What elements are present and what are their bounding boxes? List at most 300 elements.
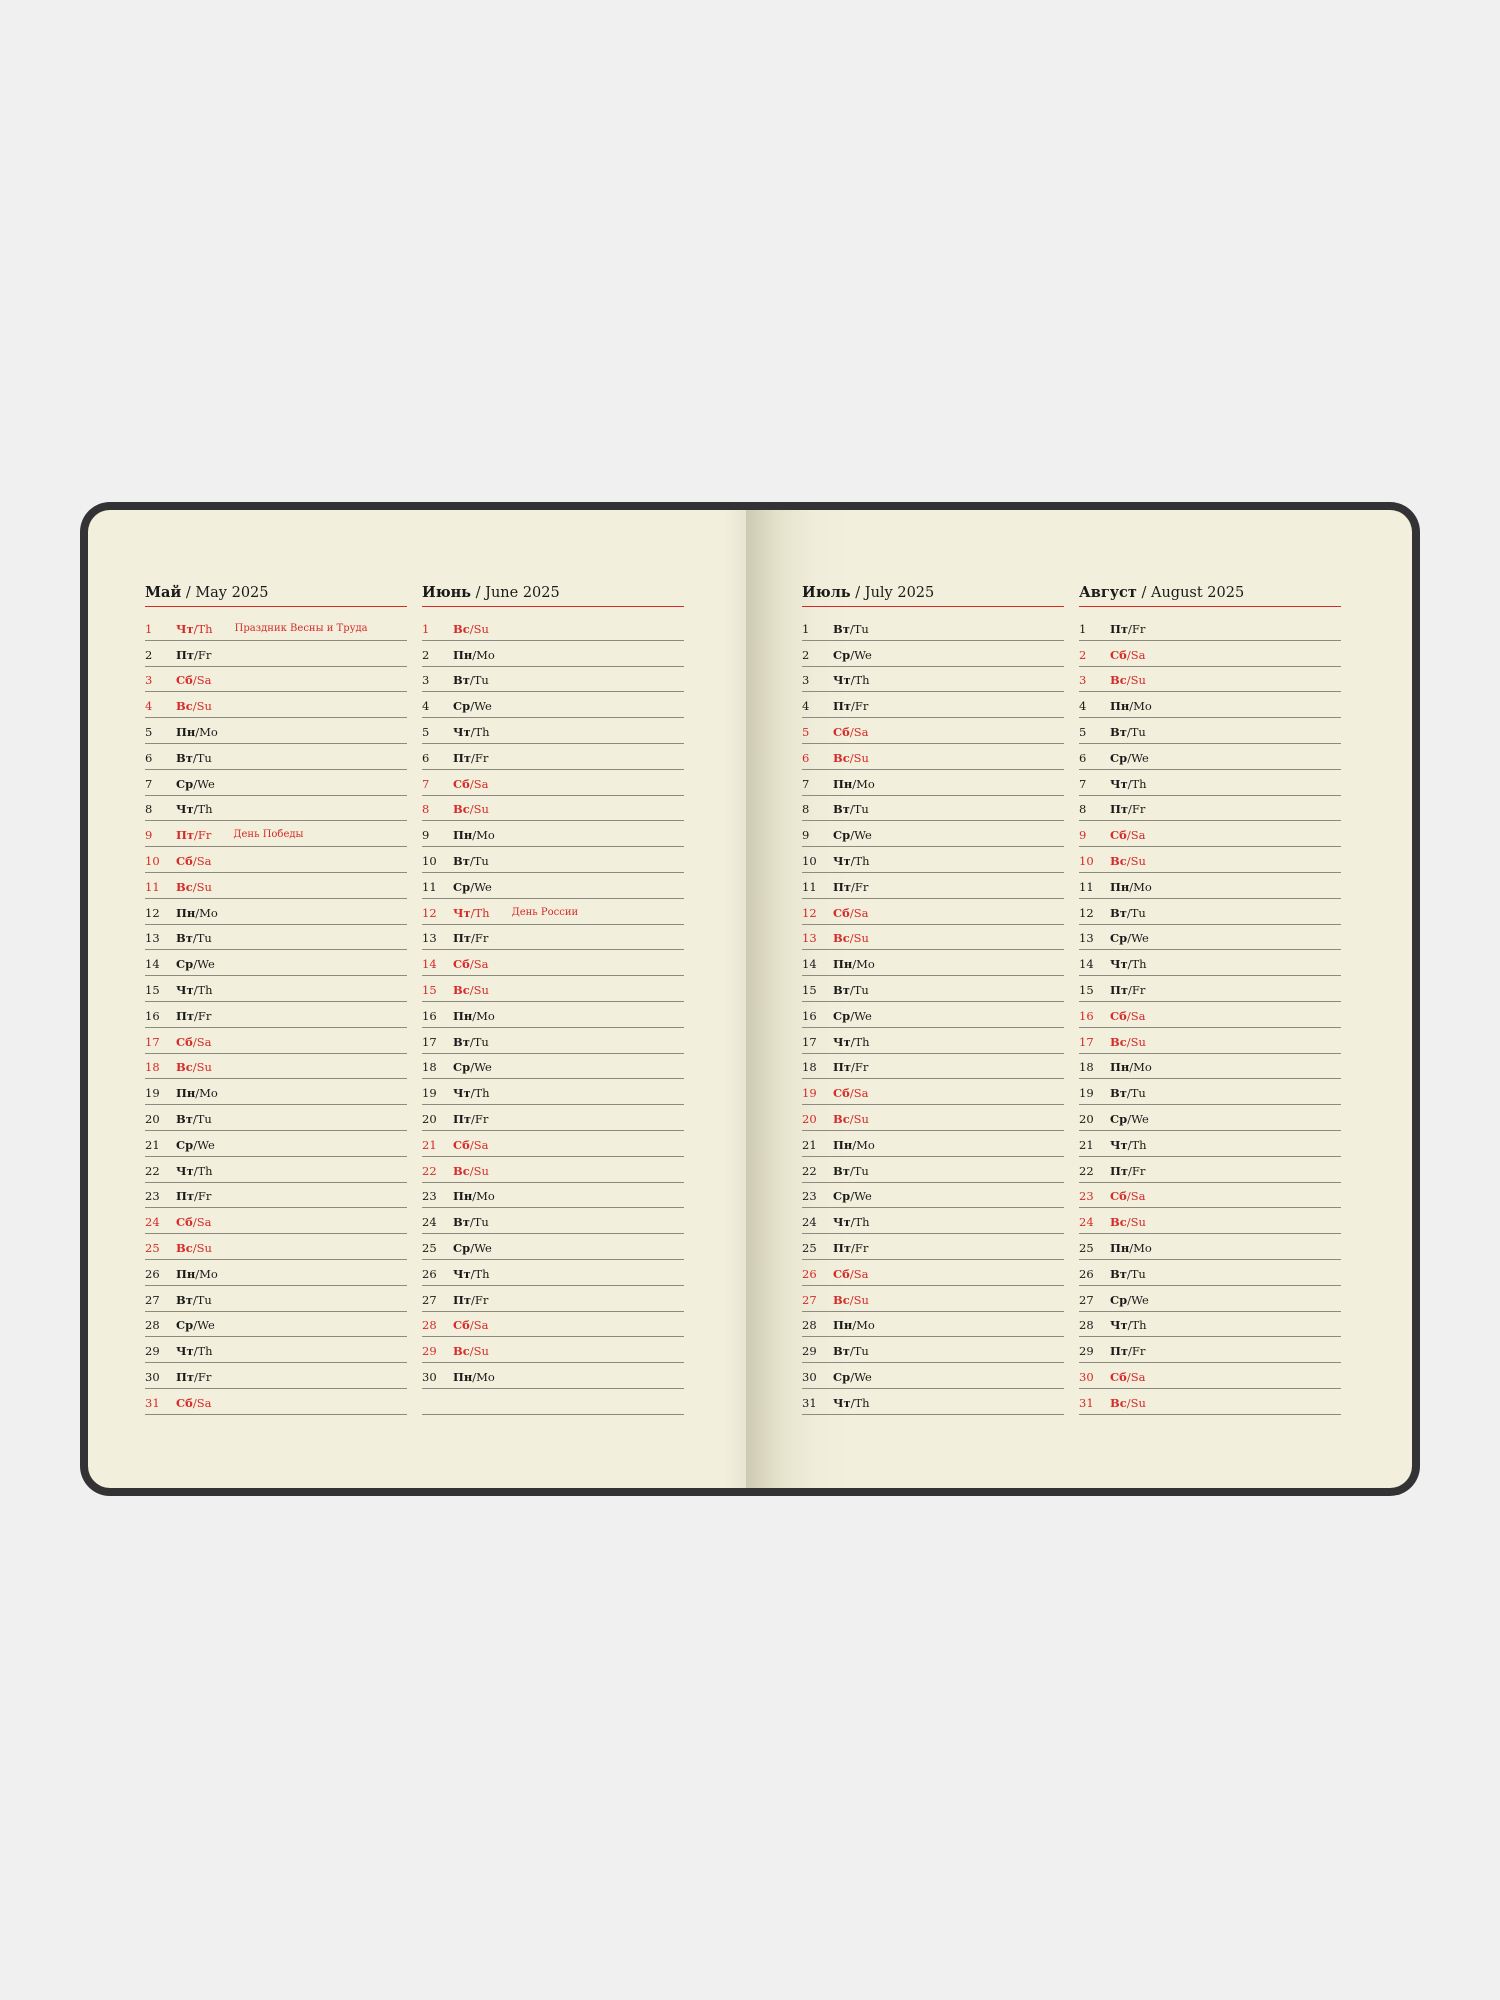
weekday-en: Mo xyxy=(476,647,495,662)
weekday-ru: Ср xyxy=(833,647,851,662)
day-number: 7 xyxy=(1079,776,1087,791)
month-name-ru: Июль xyxy=(802,584,851,601)
weekday-slash: / xyxy=(192,931,197,946)
weekday-slash: / xyxy=(849,1292,854,1307)
weekday-slash: / xyxy=(192,673,197,688)
day-number: 11 xyxy=(1079,879,1094,894)
weekday-ru: Сб xyxy=(1110,1369,1127,1384)
day-number: 24 xyxy=(145,1215,160,1230)
weekday-en: Mo xyxy=(1133,1060,1152,1075)
weekday-ru: Сб xyxy=(833,905,850,920)
day-number: 17 xyxy=(145,1034,160,1049)
holiday-label: День Победы xyxy=(233,829,304,841)
weekday-ru: Чт xyxy=(1110,776,1128,791)
month-name-ru: Май xyxy=(145,584,182,601)
day-row xyxy=(1079,615,1341,641)
weekday-ru: Сб xyxy=(1110,828,1127,843)
weekday-en: Su xyxy=(473,982,489,997)
day-number: 7 xyxy=(802,776,810,791)
weekday-slash: / xyxy=(192,879,197,894)
weekday-slash: / xyxy=(1126,1189,1131,1204)
day-row xyxy=(145,692,407,718)
weekday-en: Tu xyxy=(196,750,212,765)
day-number: 22 xyxy=(1079,1163,1094,1178)
weekday-en: Fr xyxy=(474,1111,489,1126)
weekday-slash: / xyxy=(192,1111,197,1126)
weekday-slash: / xyxy=(1129,879,1134,894)
weekday-en: Sa xyxy=(1130,1189,1146,1204)
weekday-ru: Чт xyxy=(176,802,194,817)
weekday-ru: Вт xyxy=(1110,905,1127,920)
weekday-ru: Ср xyxy=(1110,931,1128,946)
weekday-en: Sa xyxy=(196,1395,212,1410)
day-row xyxy=(422,615,684,641)
weekday-en: Tu xyxy=(1130,724,1146,739)
day-number: 9 xyxy=(422,828,430,843)
weekday-en: We xyxy=(1131,1292,1149,1307)
day-row xyxy=(802,925,1064,951)
weekday-slash: / xyxy=(469,621,474,636)
weekday-en: Mo xyxy=(856,957,875,972)
day-row xyxy=(1079,796,1341,822)
weekday-slash: / xyxy=(193,1137,198,1152)
day-number: 29 xyxy=(1079,1344,1094,1359)
day-number: 14 xyxy=(1079,957,1094,972)
weekday-en: Th xyxy=(197,621,213,636)
weekday-slash: / xyxy=(470,1060,475,1075)
weekday-slash: / xyxy=(1126,905,1131,920)
weekday-ru: Пт xyxy=(453,750,471,765)
day-number: 5 xyxy=(1079,724,1087,739)
weekday-ru: Вт xyxy=(453,673,470,688)
weekday-en: We xyxy=(197,776,215,791)
weekday-slash: / xyxy=(472,647,477,662)
weekday-ru: Чт xyxy=(453,1266,471,1281)
day-row xyxy=(422,770,684,796)
weekday-en: Tu xyxy=(196,1111,212,1126)
weekday-ru: Сб xyxy=(176,1395,193,1410)
weekday-slash: / xyxy=(851,879,855,894)
day-number: 26 xyxy=(802,1266,817,1281)
weekday-slash: / xyxy=(192,750,197,765)
weekday-en: Tu xyxy=(853,1344,869,1359)
day-row xyxy=(422,1363,684,1389)
day-number: 30 xyxy=(422,1369,437,1384)
weekday-ru: Пт xyxy=(833,1240,851,1255)
weekday-ru: Чт xyxy=(453,905,471,920)
day-number: 18 xyxy=(422,1060,437,1075)
weekday-slash: / xyxy=(851,699,855,714)
weekday-en: Th xyxy=(197,1344,213,1359)
weekday-slash: / xyxy=(850,647,855,662)
weekday-slash: / xyxy=(472,1189,477,1204)
weekday-slash: / xyxy=(1127,1318,1132,1333)
day-number: 21 xyxy=(145,1137,160,1152)
weekday-slash: / xyxy=(469,1137,474,1152)
day-row xyxy=(802,1260,1064,1286)
day-row xyxy=(422,847,684,873)
day-row xyxy=(145,899,407,925)
day-row xyxy=(1079,667,1341,693)
weekday-ru: Вт xyxy=(1110,1086,1127,1101)
day-row xyxy=(145,1054,407,1080)
weekday-slash: / xyxy=(470,1240,475,1255)
weekday-slash: / xyxy=(1126,724,1131,739)
weekday-slash: / xyxy=(850,1189,855,1204)
weekday-en: Fr xyxy=(854,1240,869,1255)
weekday-en: Su xyxy=(1130,853,1146,868)
day-number: 19 xyxy=(145,1086,160,1101)
day-row xyxy=(1079,770,1341,796)
weekday-en: Fr xyxy=(854,699,869,714)
weekday-slash: / xyxy=(192,1292,197,1307)
weekday-slash: / xyxy=(471,1111,475,1126)
weekday-slash: / xyxy=(1127,931,1132,946)
day-row xyxy=(422,692,684,718)
weekday-en: Su xyxy=(473,1344,489,1359)
day-number: 5 xyxy=(802,724,810,739)
day-number: 8 xyxy=(422,802,430,817)
weekday-slash: / xyxy=(1129,699,1134,714)
weekday-en: Sa xyxy=(473,1318,489,1333)
weekday-en: Tu xyxy=(853,1163,869,1178)
weekday-en: Su xyxy=(196,1060,212,1075)
weekday-en: Mo xyxy=(476,828,495,843)
weekday-en: Tu xyxy=(473,853,489,868)
weekday-en: Sa xyxy=(473,1137,489,1152)
day-row xyxy=(802,692,1064,718)
day-row xyxy=(1079,718,1341,744)
day-row xyxy=(1079,1260,1341,1286)
weekday-ru: Пт xyxy=(453,1111,471,1126)
weekday-slash: / xyxy=(850,1395,855,1410)
day-row xyxy=(422,873,684,899)
weekday-slash: / xyxy=(1128,982,1132,997)
day-row xyxy=(802,847,1064,873)
day-number: 9 xyxy=(802,828,810,843)
weekday-ru: Пт xyxy=(833,699,851,714)
weekday-slash: / xyxy=(1128,1163,1132,1178)
day-number: 10 xyxy=(145,853,160,868)
weekday-en: Fr xyxy=(854,879,869,894)
weekday-slash: / xyxy=(849,1266,854,1281)
day-row xyxy=(422,1028,684,1054)
day-row xyxy=(422,1389,684,1415)
day-number: 16 xyxy=(802,1008,817,1023)
weekday-slash: / xyxy=(192,699,197,714)
weekday-en: Mo xyxy=(1133,1240,1152,1255)
day-row xyxy=(145,925,407,951)
weekday-ru: Сб xyxy=(1110,1189,1127,1204)
weekday-ru: Вт xyxy=(453,1215,470,1230)
weekday-ru: Вт xyxy=(176,750,193,765)
weekday-en: Sa xyxy=(853,905,869,920)
weekday-en: Su xyxy=(853,931,869,946)
weekday-ru: Пт xyxy=(1110,802,1128,817)
day-row xyxy=(145,1079,407,1105)
weekday-slash: / xyxy=(852,957,857,972)
weekday-slash: / xyxy=(195,724,200,739)
weekday-ru: Вс xyxy=(833,750,850,765)
weekday-slash: / xyxy=(1127,1292,1132,1307)
weekday-ru: Ср xyxy=(176,957,194,972)
weekday-ru: Вт xyxy=(833,1163,850,1178)
day-row xyxy=(1079,641,1341,667)
weekday-slash: / xyxy=(469,1318,474,1333)
day-row xyxy=(145,1002,407,1028)
day-row xyxy=(802,744,1064,770)
day-row xyxy=(802,821,1064,847)
weekday-ru: Вт xyxy=(1110,724,1127,739)
weekday-en: Mo xyxy=(476,1008,495,1023)
weekday-en: We xyxy=(474,1060,492,1075)
weekday-slash: / xyxy=(193,1163,198,1178)
weekday-en: Tu xyxy=(473,1034,489,1049)
weekday-slash: / xyxy=(1129,1240,1134,1255)
weekday-ru: Вт xyxy=(453,1034,470,1049)
weekday-ru: Вс xyxy=(1110,1034,1127,1049)
day-row xyxy=(802,1105,1064,1131)
day-row xyxy=(1079,899,1341,925)
day-number: 24 xyxy=(1079,1215,1094,1230)
day-number: 27 xyxy=(422,1292,437,1307)
weekday-ru: Сб xyxy=(1110,1008,1127,1023)
day-number: 15 xyxy=(1079,982,1094,997)
day-row xyxy=(802,1337,1064,1363)
weekday-ru: Ср xyxy=(1110,1292,1128,1307)
day-number: 11 xyxy=(145,879,160,894)
weekday-slash: / xyxy=(193,802,198,817)
weekday-en: Th xyxy=(854,853,870,868)
weekday-slash: / xyxy=(471,931,475,946)
day-row xyxy=(802,1054,1064,1080)
weekday-en: Fr xyxy=(1131,802,1146,817)
weekday-slash: / xyxy=(192,1034,197,1049)
day-number: 22 xyxy=(802,1163,817,1178)
weekday-slash: / xyxy=(1126,673,1131,688)
weekday-en: Mo xyxy=(476,1189,495,1204)
weekday-slash: / xyxy=(469,1215,474,1230)
month-may xyxy=(145,584,407,1415)
weekday-en: Mo xyxy=(856,1318,875,1333)
weekday-slash: / xyxy=(1126,828,1131,843)
weekday-en: Su xyxy=(1130,673,1146,688)
weekday-ru: Пт xyxy=(1110,982,1128,997)
day-number: 2 xyxy=(1079,647,1087,662)
day-number: 20 xyxy=(422,1111,437,1126)
day-row xyxy=(1079,1183,1341,1209)
weekday-ru: Ср xyxy=(1110,1111,1128,1126)
weekday-ru: Вс xyxy=(1110,1395,1127,1410)
weekday-en: Su xyxy=(196,879,212,894)
day-number: 25 xyxy=(145,1240,160,1255)
day-number: 9 xyxy=(145,828,153,843)
day-row xyxy=(802,899,1064,925)
day-number: 13 xyxy=(145,931,160,946)
weekday-ru: Пн xyxy=(453,828,473,843)
weekday-ru: Вт xyxy=(833,982,850,997)
day-row xyxy=(145,1183,407,1209)
weekday-slash: / xyxy=(470,699,475,714)
day-number: 13 xyxy=(1079,931,1094,946)
day-row xyxy=(802,1028,1064,1054)
day-number: 26 xyxy=(422,1266,437,1281)
planner-spread xyxy=(80,502,1420,1496)
weekday-slash: / xyxy=(852,1137,857,1152)
weekday-ru: Пн xyxy=(176,1086,196,1101)
weekday-ru: Пт xyxy=(453,931,471,946)
day-row xyxy=(145,718,407,744)
day-number: 15 xyxy=(145,982,160,997)
day-row xyxy=(802,976,1064,1002)
weekday-en: Th xyxy=(854,1215,870,1230)
month-header xyxy=(145,584,407,607)
weekday-en: Sa xyxy=(196,673,212,688)
weekday-ru: Пн xyxy=(453,647,473,662)
day-row xyxy=(802,873,1064,899)
day-number: 20 xyxy=(1079,1111,1094,1126)
weekday-slash: / xyxy=(469,673,474,688)
weekday-ru: Вс xyxy=(453,621,470,636)
day-number: 22 xyxy=(145,1163,160,1178)
day-row xyxy=(802,641,1064,667)
day-number: 16 xyxy=(145,1008,160,1023)
weekday-en: Tu xyxy=(1130,905,1146,920)
weekday-en: Fr xyxy=(1131,621,1146,636)
month-august xyxy=(1079,584,1341,1415)
weekday-slash: / xyxy=(192,853,197,868)
day-number: 1 xyxy=(1079,621,1087,636)
weekday-slash: / xyxy=(192,1395,197,1410)
weekday-ru: Ср xyxy=(833,1369,851,1384)
day-row xyxy=(1079,976,1341,1002)
weekday-slash: / xyxy=(469,1163,474,1178)
weekday-en: Tu xyxy=(853,802,869,817)
day-row xyxy=(422,925,684,951)
weekday-slash: / xyxy=(1127,957,1132,972)
day-row xyxy=(422,1312,684,1338)
day-row xyxy=(1079,1337,1341,1363)
weekday-slash: / xyxy=(850,853,855,868)
day-row xyxy=(145,950,407,976)
day-number: 12 xyxy=(145,905,160,920)
day-number: 13 xyxy=(802,931,817,946)
weekday-slash: / xyxy=(849,621,854,636)
day-number: 10 xyxy=(802,853,817,868)
weekday-slash: / xyxy=(849,1111,854,1126)
day-row xyxy=(145,1208,407,1234)
weekday-slash: / xyxy=(470,1266,475,1281)
weekday-ru: Вт xyxy=(1110,1266,1127,1281)
day-row xyxy=(802,1312,1064,1338)
weekday-ru: Сб xyxy=(453,1318,470,1333)
weekday-en: Tu xyxy=(473,673,489,688)
weekday-ru: Сб xyxy=(833,1086,850,1101)
day-number: 14 xyxy=(145,957,160,972)
month-slash: / xyxy=(185,585,196,601)
day-number: 1 xyxy=(802,621,810,636)
weekday-slash: / xyxy=(194,828,198,843)
day-row xyxy=(422,976,684,1002)
day-number: 2 xyxy=(145,647,153,662)
weekday-slash: / xyxy=(1126,1008,1131,1023)
day-number: 19 xyxy=(422,1086,437,1101)
day-row xyxy=(1079,847,1341,873)
weekday-slash: / xyxy=(851,1060,855,1075)
weekday-ru: Чт xyxy=(453,1086,471,1101)
day-row xyxy=(1079,1389,1341,1415)
weekday-en: Th xyxy=(197,982,213,997)
weekday-ru: Пн xyxy=(1110,879,1130,894)
day-number: 6 xyxy=(802,750,810,765)
day-row xyxy=(145,667,407,693)
weekday-ru: Сб xyxy=(453,1137,470,1152)
weekday-slash: / xyxy=(472,1369,477,1384)
weekday-slash: / xyxy=(850,828,855,843)
weekday-ru: Пт xyxy=(1110,621,1128,636)
month-slash: / xyxy=(1141,585,1151,601)
weekday-ru: Вс xyxy=(453,982,470,997)
month-name-ru: Июнь xyxy=(422,584,472,601)
weekday-slash: / xyxy=(469,802,474,817)
day-row xyxy=(145,1157,407,1183)
day-row xyxy=(145,847,407,873)
weekday-slash: / xyxy=(192,1240,197,1255)
day-row xyxy=(802,950,1064,976)
weekday-slash: / xyxy=(852,1318,857,1333)
weekday-en: Th xyxy=(1131,1137,1147,1152)
weekday-en: Su xyxy=(853,1111,869,1126)
day-number: 8 xyxy=(1079,802,1087,817)
weekday-ru: Ср xyxy=(833,1189,851,1204)
day-row xyxy=(1079,873,1341,899)
day-number: 19 xyxy=(1079,1086,1094,1101)
day-row xyxy=(145,1286,407,1312)
day-row xyxy=(802,1002,1064,1028)
weekday-ru: Сб xyxy=(1110,647,1127,662)
weekday-ru: Вт xyxy=(453,853,470,868)
day-row xyxy=(802,718,1064,744)
weekday-slash: / xyxy=(849,982,854,997)
weekday-en: Tu xyxy=(1130,1266,1146,1281)
weekday-en: Su xyxy=(473,621,489,636)
day-row xyxy=(802,1234,1064,1260)
day-row xyxy=(145,873,407,899)
month-header xyxy=(802,584,1064,607)
day-row xyxy=(145,821,407,847)
weekday-ru: Вс xyxy=(453,802,470,817)
weekday-ru: Пт xyxy=(176,1369,194,1384)
day-number: 22 xyxy=(422,1163,437,1178)
day-number: 25 xyxy=(422,1240,437,1255)
weekday-ru: Пт xyxy=(833,879,851,894)
weekday-slash: / xyxy=(472,1008,477,1023)
day-number: 31 xyxy=(1079,1395,1094,1410)
day-number: 16 xyxy=(1079,1008,1094,1023)
weekday-ru: Чт xyxy=(1110,957,1128,972)
weekday-ru: Сб xyxy=(453,957,470,972)
weekday-ru: Пт xyxy=(1110,1344,1128,1359)
weekday-slash: / xyxy=(469,853,474,868)
weekday-ru: Чт xyxy=(453,724,471,739)
day-number: 3 xyxy=(145,673,153,688)
day-row xyxy=(1079,1286,1341,1312)
weekday-slash: / xyxy=(195,1086,200,1101)
weekday-en: We xyxy=(1131,1111,1149,1126)
day-rows xyxy=(145,615,407,1415)
weekday-slash: / xyxy=(471,1292,475,1307)
weekday-ru: Вс xyxy=(1110,1215,1127,1230)
